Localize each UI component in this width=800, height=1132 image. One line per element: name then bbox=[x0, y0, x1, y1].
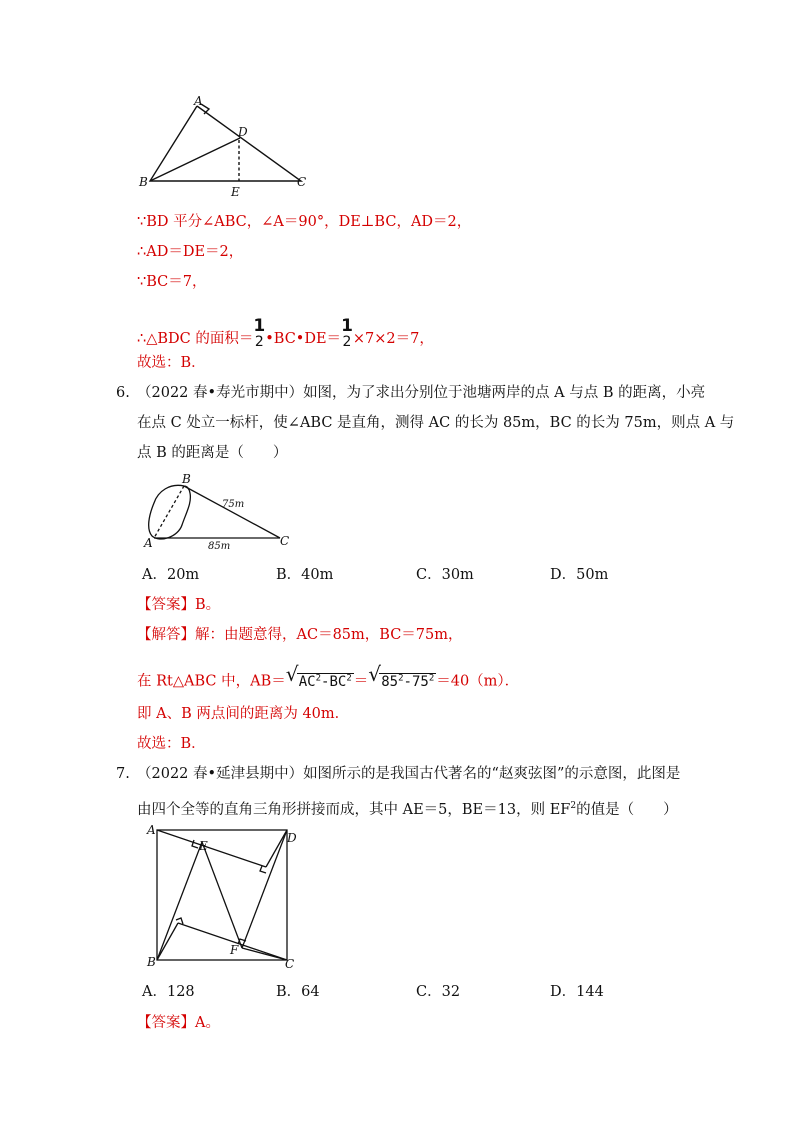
label-E: E bbox=[231, 185, 240, 199]
length-ac: 85m bbox=[208, 541, 231, 552]
area-mid: •BC•DE＝ bbox=[265, 331, 342, 347]
length-bc: 75m bbox=[222, 499, 245, 510]
label-B: B bbox=[147, 955, 156, 969]
label-E: E bbox=[199, 839, 208, 853]
q6-choice: 故选：B． bbox=[137, 736, 206, 752]
q6-option-d: D．50m bbox=[550, 567, 609, 583]
label-B: B bbox=[182, 473, 191, 486]
q7-option-a: A．128 bbox=[142, 984, 195, 1000]
label-C: C bbox=[285, 957, 295, 971]
label-B: B bbox=[139, 175, 148, 189]
label-C: C bbox=[280, 534, 290, 548]
question-6-line-1: （2022 春•寿光市期中）如图，为了求出分别位于池塘两岸的点 A 与点 B 的距离，小亮 bbox=[137, 385, 706, 401]
solution-area-line bbox=[137, 316, 434, 355]
q7-option-c: C．32 bbox=[416, 984, 461, 1000]
label-D: D bbox=[287, 831, 297, 845]
area-suffix: ×7×2＝7， bbox=[352, 331, 434, 347]
label-A: A bbox=[194, 94, 203, 108]
sqrt-expression-2: √ $85^2-75^2$ bbox=[368, 662, 435, 690]
fraction-half-1: 1 2 bbox=[253, 316, 266, 350]
zhao-shuang-figure bbox=[142, 822, 302, 972]
question-7-number: 7. bbox=[116, 766, 130, 782]
label-D: D bbox=[238, 125, 248, 139]
q6-option-b: B．40m bbox=[276, 567, 334, 583]
question-7-line-1: （2022 春•延津县期中）如图所示的是我国古代著名的“赵爽弦图”的示意图，此图是 bbox=[137, 766, 681, 782]
q7-option-b: B．64 bbox=[276, 984, 320, 1000]
q6-option-c: C．30m bbox=[416, 567, 474, 583]
q6-answer: 【答案】B。 bbox=[137, 597, 221, 613]
solution-line-3: ∵BC＝7， bbox=[137, 274, 207, 290]
area-prefix: ∴△BDC 的面积＝ bbox=[137, 331, 254, 347]
pond-figure bbox=[140, 473, 300, 553]
triangle-figure-top bbox=[130, 92, 330, 202]
label-A: A bbox=[147, 823, 156, 837]
q7-option-d: D．144 bbox=[550, 984, 604, 1000]
solution-line-1: ∵BD 平分∠ABC，∠A＝90°，DE⊥BC，AD＝2， bbox=[137, 214, 472, 230]
question-7-line-2: 由四个全等的直角三角形拼接而成，其中 AE＝5，BE＝13，则 $EF^2$的值是（ ） bbox=[137, 801, 678, 818]
label-F: F bbox=[230, 943, 239, 957]
solution-line-2: ∴AD＝DE＝2， bbox=[137, 244, 244, 260]
question-6-line-2: 在点 C 处立一标杆，使∠ABC 是直角，测得 AC 的长为 85m，BC 的长为 75m，则点 A 与 bbox=[137, 415, 735, 431]
label-A: A bbox=[144, 536, 153, 550]
q6-analysis: 【解答】解：由题意得，AC＝85m，BC＝75m， bbox=[137, 627, 463, 643]
q7-answer: 【答案】A。 bbox=[137, 1015, 220, 1031]
question-6-line-3: 点 B 的距离是（ ） bbox=[137, 445, 288, 461]
q6-rt-line: 在 Rt△ABC 中，AB＝ √ $AC^2-BC^2$ ＝ √ $85^2-75^2 =40(m)$． bbox=[137, 662, 520, 690]
sqrt-expression-1: √ $AC^2-BC^2$ bbox=[285, 662, 352, 690]
fraction-half-2: 1 2 bbox=[341, 316, 353, 350]
question-6-number: 6. bbox=[116, 385, 130, 401]
q6-option-a: A．20m bbox=[142, 567, 200, 583]
q6-conclusion: 即 A、B 两点间的距离为 40m． bbox=[137, 706, 350, 722]
solution-choice: 故选：B． bbox=[137, 355, 206, 371]
label-C: C bbox=[297, 175, 307, 189]
